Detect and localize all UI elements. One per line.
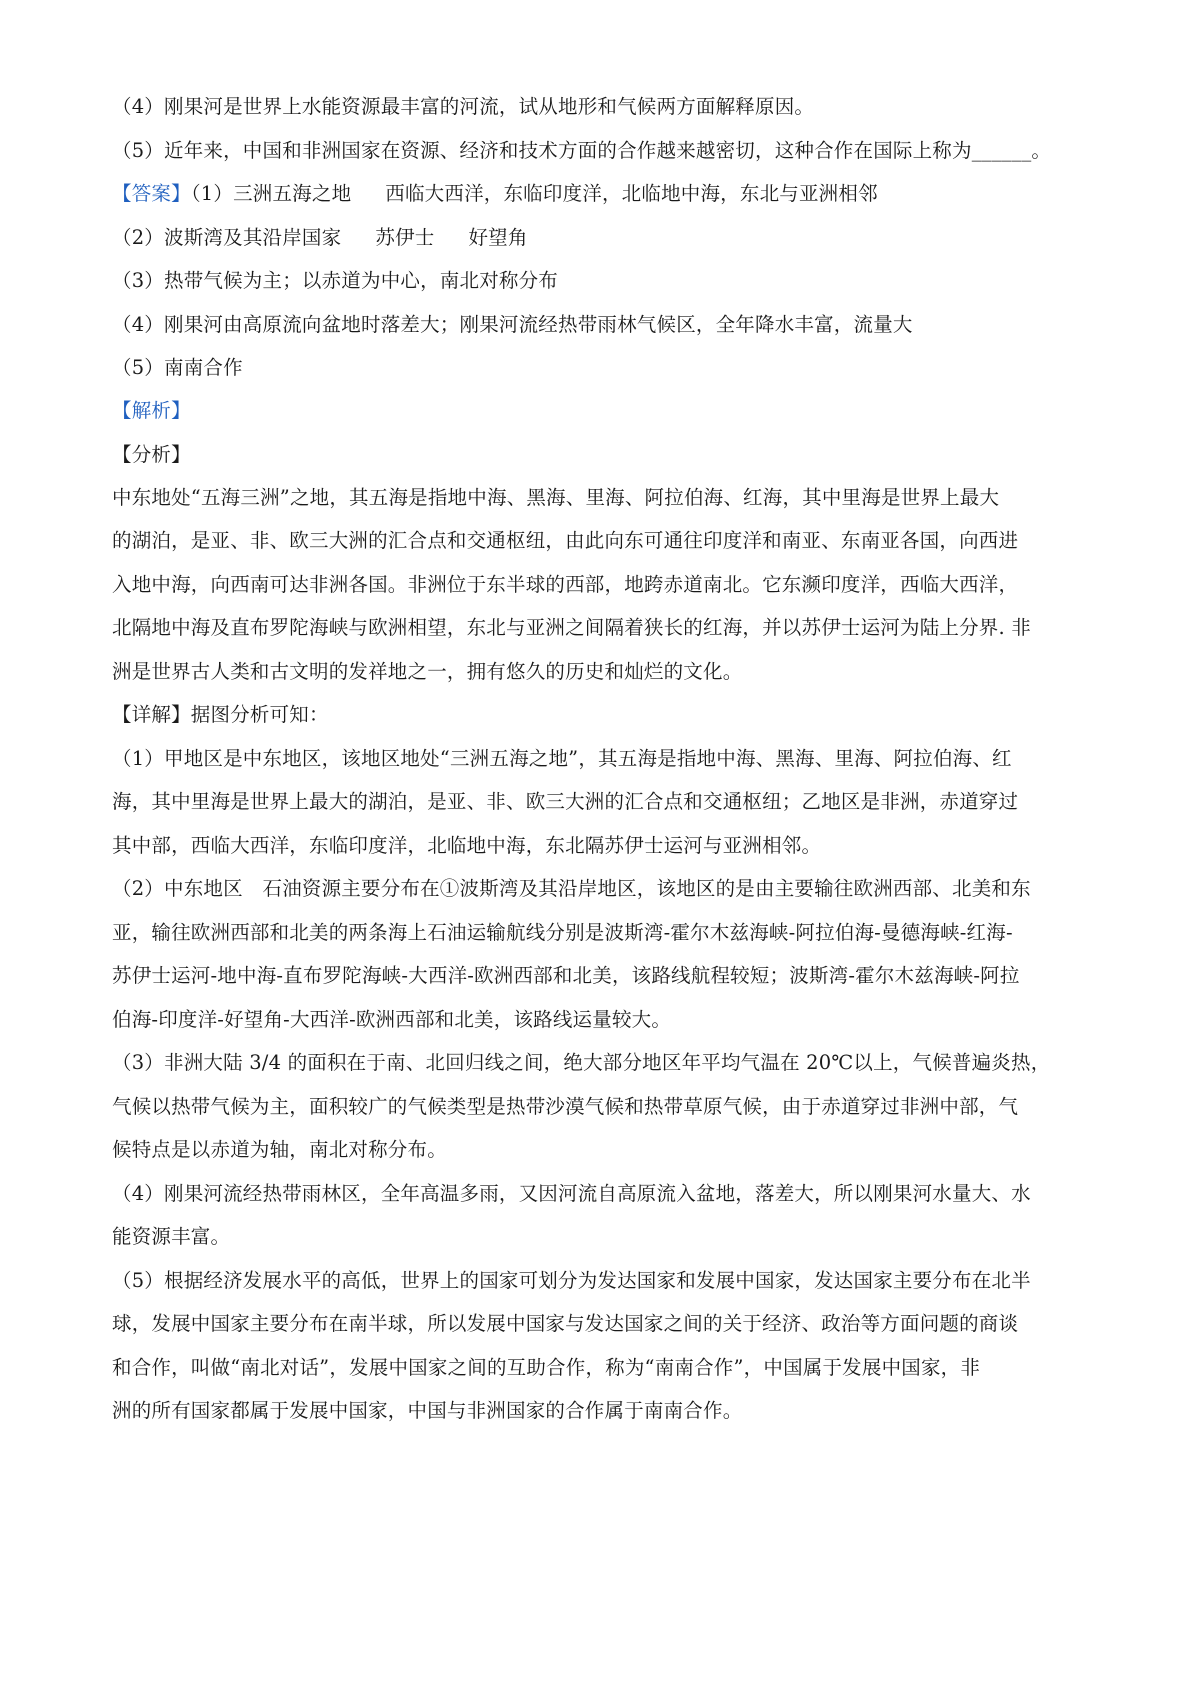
answer-1-part-2: 西临大西洋，东临印度洋，北临地中海，东北与亚洲相邻 bbox=[385, 182, 878, 205]
answer-3: （3）热带气候为主；以赤道为中心，南北对称分布 bbox=[112, 269, 559, 292]
answer-line-1 bbox=[112, 180, 1102, 208]
answer-1-number: （1） bbox=[190, 182, 234, 205]
detail-2-line: 苏伊士运河-地中海-直布罗陀海峡-大西洋-欧洲西部和北美，该路线航程较短；波斯湾-霍尔木兹海峡-阿拉 bbox=[112, 964, 1020, 987]
detail-2-line: 伯海-印度洋-好望角-大西洋-欧洲西部和北美，该路线运量较大。 bbox=[112, 1008, 672, 1031]
analysis-label: 【解析】 bbox=[112, 399, 191, 422]
detail-2-line: （2）中东地区 石油资源主要分布在①波斯湾及其沿岸地区，该地区的是由主要输往欧洲西部、北美和东 bbox=[112, 877, 1031, 900]
answer-1-part-1: 三洲五海之地 bbox=[233, 182, 352, 205]
question-5: （5）近年来，中国和非洲国家在资源、经济和技术方面的合作越来越密切，这种合作在国际上称为______。 bbox=[112, 139, 1052, 162]
analysis-line: 洲是世界古人类和古文明的发祥地之一，拥有悠久的历史和灿烂的文化。 bbox=[112, 660, 743, 683]
detail-5-line: （5）根据经济发展水平的高低，世界上的国家可划分为发达国家和发展中国家，发达国家主要分布在北半 bbox=[112, 1269, 1031, 1292]
detail-1-line: 海，其中里海是世界上最大的湖泊，是亚、非、欧三大洲的汇合点和交通枢纽；乙地区是非洲，赤道穿过 bbox=[112, 790, 1019, 813]
detail-5-line: 球，发展中国家主要分布在南半球，所以发展中国家与发达国家之间的关于经济、政治等方面问题的商谈 bbox=[112, 1312, 1019, 1335]
detail-3-line: 气候以热带气候为主，面积较广的气候类型是热带沙漠气候和热带草原气候，由于赤道穿过非洲中部，气 bbox=[112, 1095, 1019, 1118]
detail-2-line: 亚，输往欧洲西部和北美的两条海上石油运输航线分别是波斯湾-霍尔木兹海峡-阿拉伯海-曼德海峡-红海- bbox=[112, 921, 1013, 944]
detail-4-line: （4）刚果河流经热带雨林区，全年高温多雨，又因河流自高原流入盆地，落差大，所以刚果河水量大、水 bbox=[112, 1182, 1031, 1205]
analysis-sub-label: 【分析】 bbox=[112, 443, 191, 466]
analysis-line: 的湖泊，是亚、非、欧三大洲的汇合点和交通枢纽，由此向东可通往印度洋和南亚、东南亚各国，向西进 bbox=[112, 529, 1019, 552]
answer-2-part-2: 苏伊士 bbox=[375, 226, 435, 249]
answer-label: 【答案】 bbox=[112, 182, 191, 205]
detail-1-line: （1）甲地区是中东地区，该地区地处“三洲五海之地”，其五海是指地中海、黑海、里海、阿拉伯海、红 bbox=[112, 747, 1012, 770]
answer-2-part-3: 好望角 bbox=[468, 226, 528, 249]
answer-2-number: （2） bbox=[112, 226, 165, 249]
detail-1-line: 其中部，西临大西洋，东临印度洋，北临地中海，东北隔苏伊士运河与亚洲相邻。 bbox=[112, 834, 822, 857]
analysis-line: 北隔地中海及直布罗陀海峡与欧洲相望，东北与亚洲之间隔着狭长的红海，并以苏伊士运河为陆上分界. 非 bbox=[112, 616, 1031, 639]
detail-3-line: 候特点是以赤道为轴，南北对称分布。 bbox=[112, 1138, 447, 1161]
detail-5-line: 和合作，叫做“南北对话”，发展中国家之间的互助合作，称为“南南合作”，中国属于发展中国家，非 bbox=[112, 1356, 981, 1379]
detail-intro: 【详解】据图分析可知： bbox=[112, 703, 329, 726]
answer-2-part-1: 波斯湾及其沿岸国家 bbox=[164, 226, 342, 249]
question-4: （4）刚果河是世界上水能资源最丰富的河流，试从地形和气候两方面解释原因。 bbox=[112, 95, 815, 118]
analysis-line: 中东地处“五海三洲”之地，其五海是指地中海、黑海、里海、阿拉伯海、红海，其中里海是世界上最大 bbox=[112, 486, 1000, 509]
answer-line-2 bbox=[112, 224, 1102, 252]
detail-4-line: 能资源丰富。 bbox=[112, 1225, 231, 1248]
answer-4: （4）刚果河由高原流向盆地时落差大；刚果河流经热带雨林气候区，全年降水丰富，流量大 bbox=[112, 313, 913, 336]
detail-5-line: 洲的所有国家都属于发展中国家，中国与非洲国家的合作属于南南合作。 bbox=[112, 1399, 743, 1422]
analysis-line: 入地中海，向西南可达非洲各国。非洲位于东半球的西部，地跨赤道南北。它东濒印度洋，西临大西洋， bbox=[112, 573, 1019, 596]
detail-3-line: （3）非洲大陆 3/4 的面积在于南、北回归线之间，绝大部分地区年平均气温在 20℃以上，气候普遍炎热， bbox=[112, 1051, 1051, 1074]
answer-5: （5）南南合作 bbox=[112, 356, 243, 379]
